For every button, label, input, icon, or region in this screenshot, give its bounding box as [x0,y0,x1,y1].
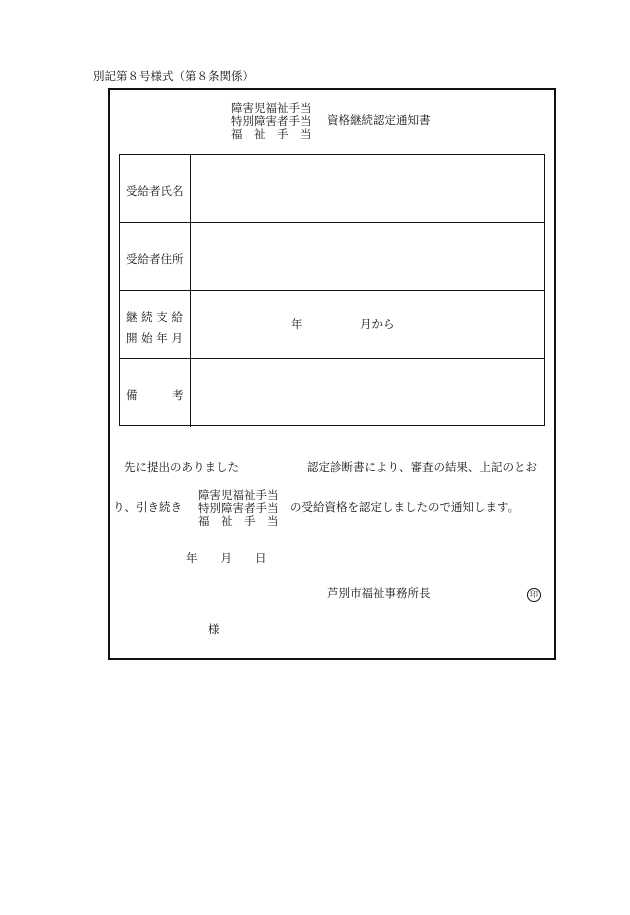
table-label-text: 備 考 [126,388,184,402]
table-label [120,359,191,427]
table-label [120,155,191,222]
table-row-start-month [120,291,544,359]
remarks-field[interactable] [191,359,544,427]
notice-line1-part2: 認定診断書により、審査の結果、上記のとお [307,460,537,474]
table-label-text: 受給者住所 [126,252,184,266]
title-allowance-1: 障害児福祉手当 [231,101,312,115]
notice-allowance-stack [198,489,279,528]
table-label [120,223,191,290]
table-label-text: 受給者氏名 [126,184,184,198]
notice-allowance-1: 障害児福祉手当 [198,488,279,502]
recipient-address-field[interactable] [191,223,544,290]
document-title: 資格継続認定通知書 [327,113,431,127]
issuer-name: 芦別市福祉事務所長 [327,586,431,600]
form-caption: 別記第８号様式（第８条関係） [93,69,254,83]
seal-icon: 印 [527,588,541,602]
recipient-name-field[interactable] [191,155,544,222]
notice-line2-suffix: の受給資格を認定しましたので通知します。 [290,500,520,514]
notice-allowance-3: 福 祉 手 当 [198,514,279,528]
table-row-name [120,155,544,223]
notice-line2-prefix: り、引き続き [113,500,182,514]
start-month-text: 年 月から [291,317,395,331]
title-allowance-stack [231,102,312,141]
notice-line1-part1: 先に提出のありました [124,460,239,474]
recipient-info-table [119,154,545,426]
title-allowance-3: 福 祉 手 当 [231,127,312,141]
notice-allowance-2: 特別障害者手当 [198,501,279,515]
table-row-address [120,223,544,291]
table-label-text: 開 始 年 月 [126,331,183,345]
date-line: 年 月 日 [186,551,267,565]
table-label-text: 継 続 支 給 [126,310,183,324]
addressee-honorific: 様 [208,622,220,636]
start-month-field[interactable] [191,291,544,358]
table-label [120,291,191,358]
title-allowance-2: 特別障害者手当 [231,114,312,128]
table-row-remarks [120,359,544,427]
